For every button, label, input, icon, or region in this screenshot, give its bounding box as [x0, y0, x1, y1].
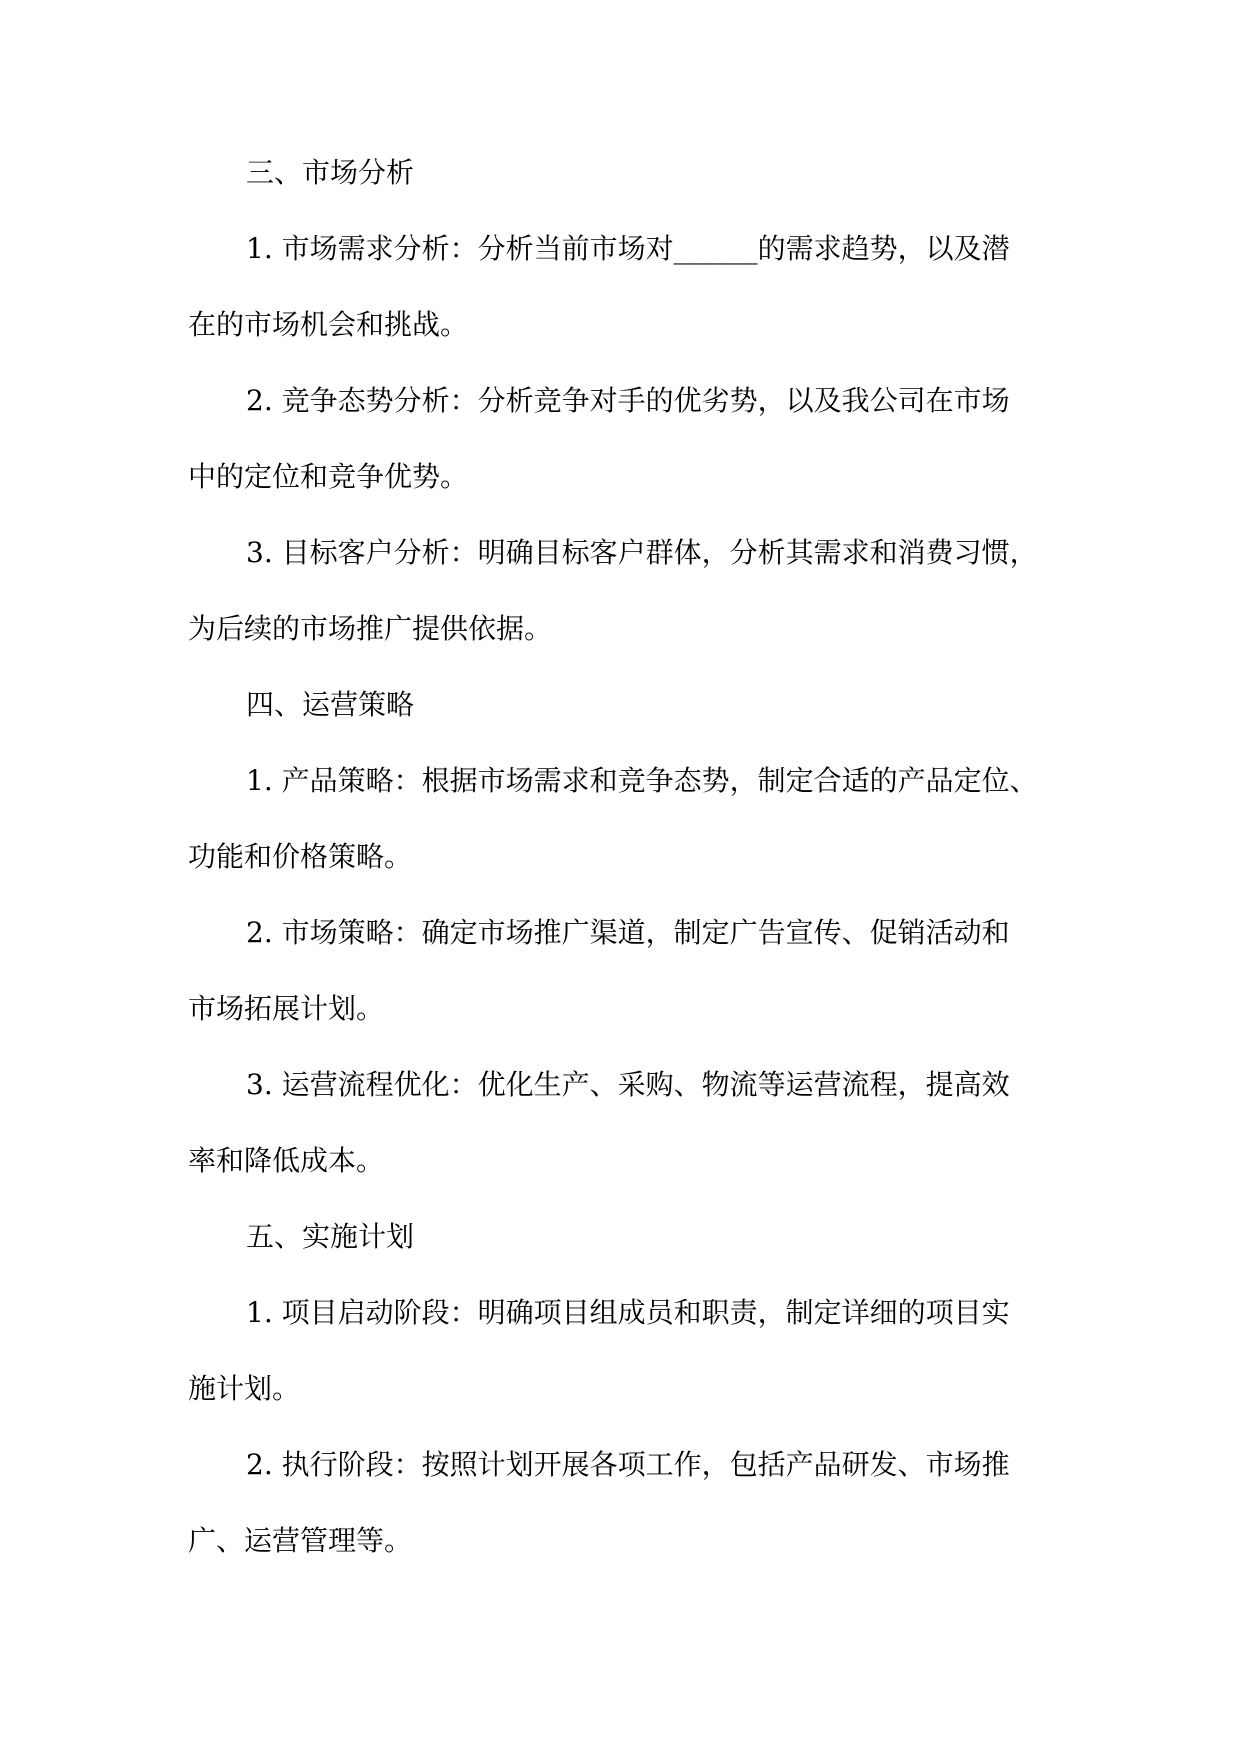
- paragraph-line: 中的定位和竞争优势。: [188, 460, 469, 493]
- section-heading: 五、实施计划: [246, 1220, 415, 1253]
- list-item: [188, 743, 1088, 895]
- paragraph-line: 2. 执行阶段：按照计划开展各项工作，包括产品研发、市场推: [246, 1448, 1010, 1481]
- paragraph-line: 广、运营管理等。: [188, 1524, 413, 1557]
- section-heading: 三、市场分析: [246, 156, 415, 189]
- paragraph-line: 率和降低成本。: [188, 1144, 385, 1177]
- list-item: [188, 515, 1088, 667]
- list-item: [188, 1427, 1088, 1579]
- list-item: [188, 211, 1088, 363]
- paragraph-line: 3. 运营流程优化：优化生产、采购、物流等运营流程，提高效: [246, 1068, 1010, 1101]
- section-heading: 四、运营策略: [246, 688, 415, 721]
- list-item: [188, 1047, 1088, 1199]
- paragraph-line: 2. 竞争态势分析：分析竞争对手的优劣势，以及我公司在市场: [246, 384, 1010, 417]
- list-item: [188, 895, 1088, 1047]
- paragraph-line: 为后续的市场推广提供依据。: [188, 612, 553, 645]
- paragraph-line: 市场拓展计划。: [188, 992, 385, 1025]
- paragraph-line: 3. 目标客户分析：明确目标客户群体，分析其需求和消费习惯，: [246, 536, 1038, 569]
- document-body: [188, 135, 1088, 1579]
- list-item: [188, 1275, 1088, 1427]
- paragraph-line: 施计划。: [188, 1372, 301, 1405]
- paragraph-line: 在的市场机会和挑战。: [188, 308, 469, 341]
- paragraph-line: 1. 市场需求分析：分析当前市场对______的需求趋势，以及潜: [246, 232, 1010, 265]
- paragraph-line: 2. 市场策略：确定市场推广渠道，制定广告宣传、促销活动和: [246, 916, 1010, 949]
- paragraph-line: 功能和价格策略。: [188, 840, 413, 873]
- list-item: [188, 363, 1088, 515]
- paragraph-line: 1. 产品策略：根据市场需求和竞争态势，制定合适的产品定位、: [246, 764, 1038, 797]
- paragraph-line: 1. 项目启动阶段：明确项目组成员和职责，制定详细的项目实: [246, 1296, 1010, 1329]
